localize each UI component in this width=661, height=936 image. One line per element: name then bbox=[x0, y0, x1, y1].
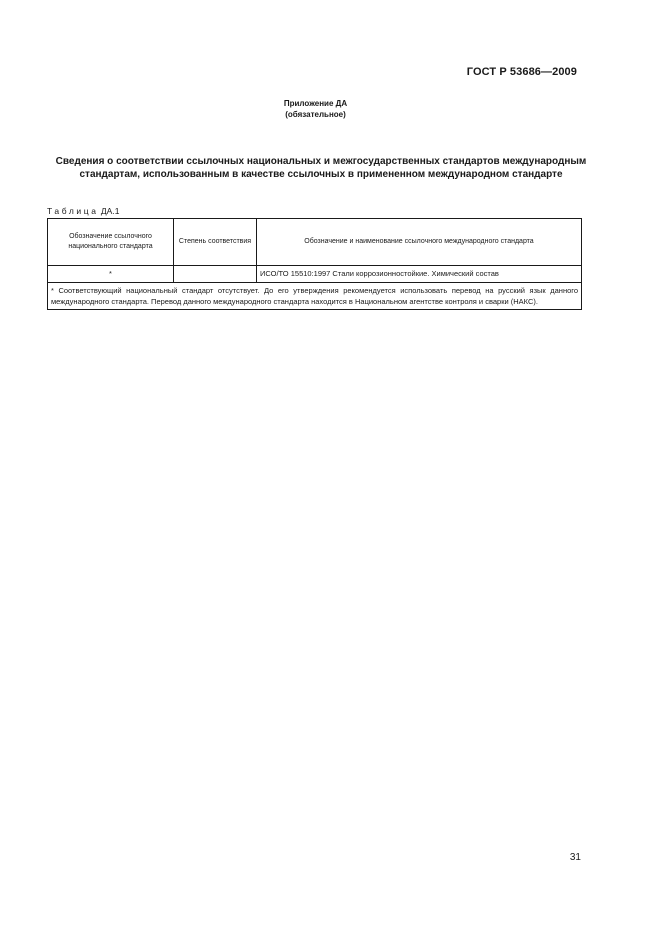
table-header-row bbox=[48, 219, 582, 266]
table-caption bbox=[47, 206, 119, 216]
cell-conformity-degree bbox=[174, 266, 257, 283]
column-header-international-standard: Обозначение и наименование ссылочного международного стандарта bbox=[257, 219, 582, 266]
table-caption-word: Таблица bbox=[47, 206, 99, 216]
column-header-conformity-degree: Степень соответствия bbox=[174, 219, 257, 266]
cell-national-standard: * bbox=[48, 266, 174, 283]
cell-international-standard: ИСО/ТО 15510:1997 Стали коррозионностойкие. Химический состав bbox=[257, 266, 582, 283]
column-header-national-standard: Обозначение ссылочного национального стандарта bbox=[48, 219, 174, 266]
section-title: Сведения о соответствии ссылочных национальных и межгосударственных стандартов международным стандартам, использованным в качестве ссылочных в примененном международном стандарте bbox=[55, 156, 587, 180]
table-row bbox=[48, 266, 582, 283]
table-footnote: * Соответствующий национальный стандарт отсутствует. До его утверждения рекомендуется использовать перевод на русский язык данного международного стандарта. Перевод данного международного стандарта находится в Национальном агентстве контроля и сварки (НАКС). bbox=[48, 283, 582, 310]
appendix-title: Приложение ДА bbox=[283, 99, 348, 108]
appendix-heading bbox=[0, 98, 631, 120]
document-id: ГОСТ Р 53686—2009 bbox=[466, 66, 577, 78]
table-footnote-row bbox=[48, 283, 582, 310]
table-caption-id: ДА.1 bbox=[100, 206, 120, 216]
reference-standards-table bbox=[47, 218, 582, 310]
page-number: 31 bbox=[569, 852, 581, 863]
appendix-status: (обязательное) bbox=[285, 110, 346, 119]
